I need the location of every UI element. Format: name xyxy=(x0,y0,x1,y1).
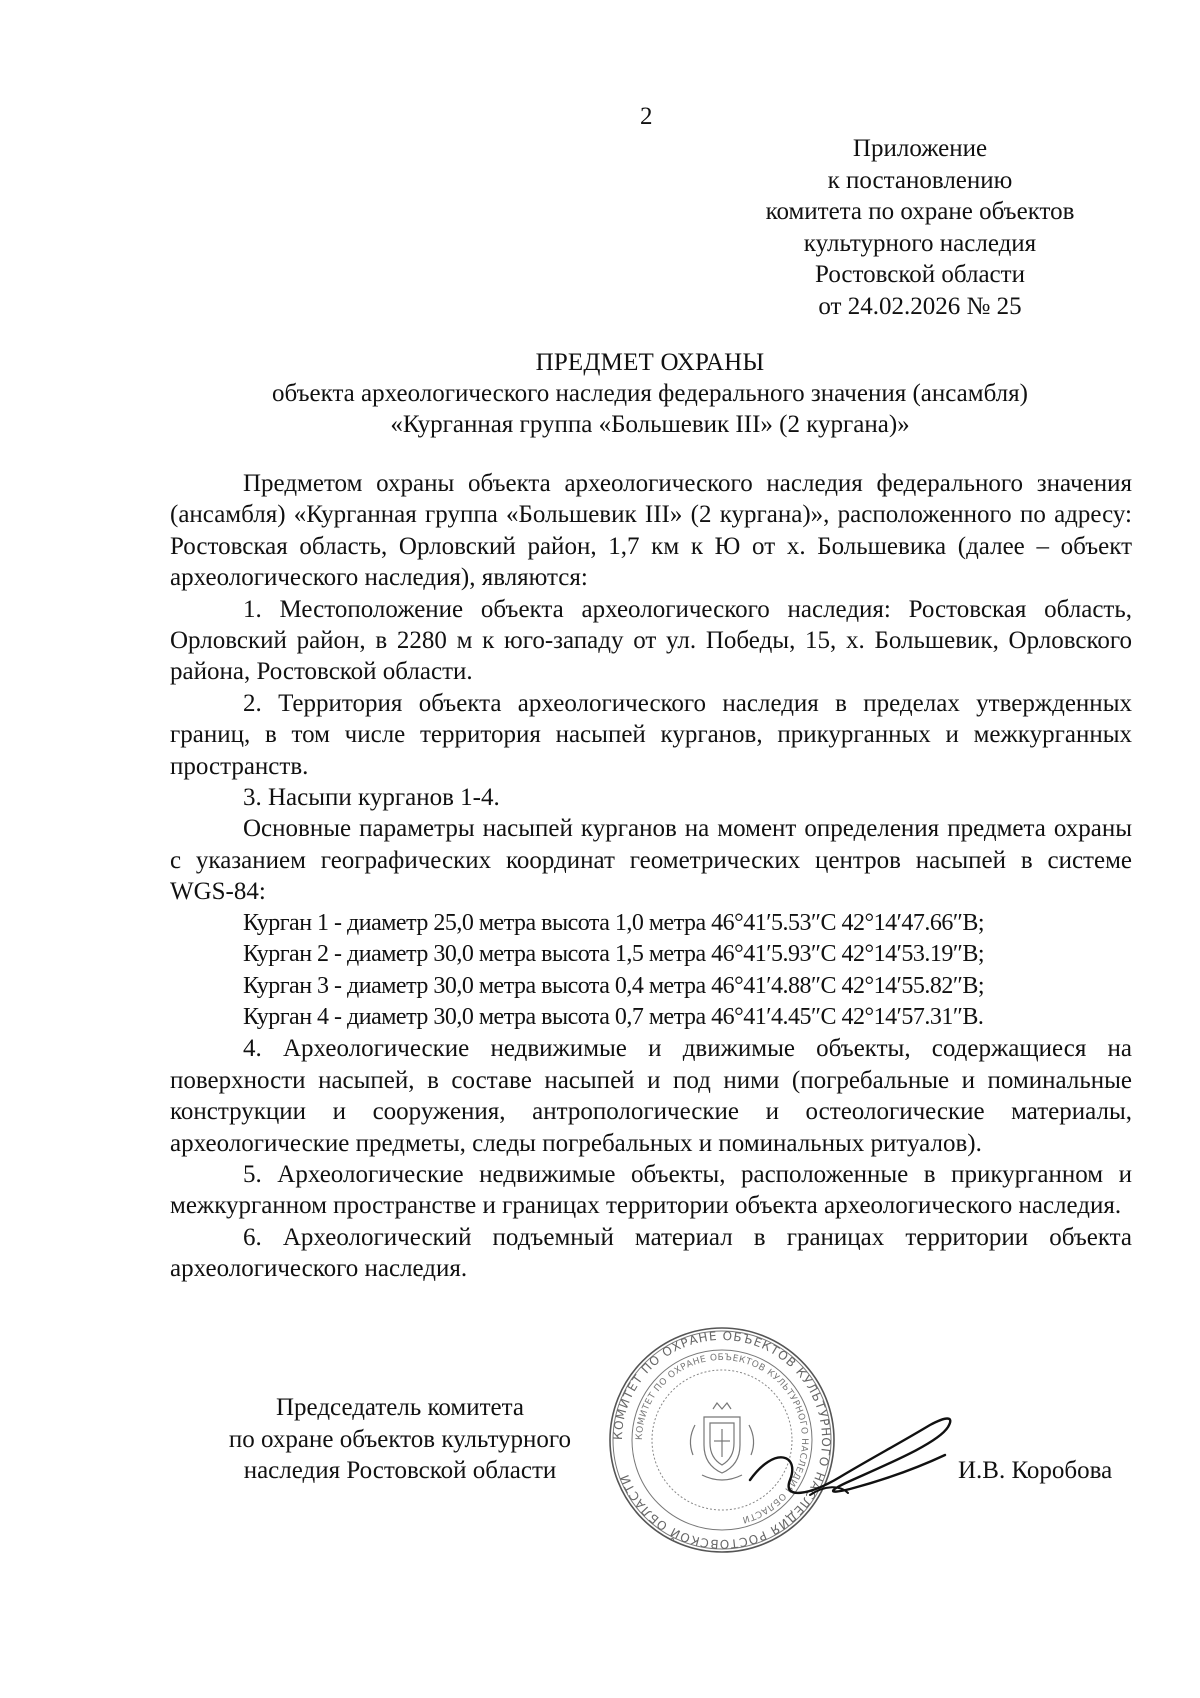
document-title xyxy=(170,347,1130,440)
subtitle-line: «Курганная группа «Большевик III» (2 кургана)» xyxy=(390,411,910,438)
item-paragraph: 6. Археологический подъемный материал в границах территории объекта археологического наследия. xyxy=(170,1223,1132,1283)
params-paragraph: Основные параметры насыпей курганов на момент определения предмета охраны с указанием географических координат геометрических центров насыпей в системе WGS-84: xyxy=(170,815,1132,906)
appendix-line: к постановлению xyxy=(827,166,1013,194)
handwritten-signature-icon xyxy=(730,1385,970,1535)
item-paragraph: 5. Археологические недвижимые объекты, расположенные в прикурганном и межкурганном пространстве и границах территории объекта археологического наследия. xyxy=(170,1160,1132,1220)
item-paragraph: 2. Территория объекта археологического наследия в пределах утвержденных границ, в том числе территория насыпей курганов, прикурганных и межкурганных пространств. xyxy=(170,689,1132,780)
title-line: ПРЕДМЕТ ОХРАНЫ xyxy=(535,349,765,376)
position-line: Председатель комитета xyxy=(276,1394,524,1421)
intro-paragraph: Предметом охраны объекта археологического наследия федерального значения (ансамбля) «Курганная группа «Большевик III» (2 кургана)», расположенного по адресу: Ростовская область, Орловский район, 1,7 км к Ю от х. Большевика (далее – объект археологического наследия), являются: xyxy=(170,470,1132,592)
position-line: по охране объектов культурного xyxy=(228,1425,572,1453)
item-paragraph: 1. Местоположение объекта археологического наследия: Ростовская область, Орловский район, в 2280 м к юго-западу от ул. Победы, 15, х. Большевик, Орловского района, Ростовской области. xyxy=(170,595,1132,686)
appendix-line: от 24.02.2026 № 25 xyxy=(818,292,1022,320)
page-number: 2 xyxy=(640,103,653,130)
signer-name: И.В. Коробова xyxy=(958,1457,1113,1484)
seal-inner-text: КОМИТЕТ ПО ОХРАНЕ ОБЪЕКТОВ КУЛЬТУРНОГО НАСЛЕДИЯ ОБЛАСТИ xyxy=(634,1352,810,1525)
position-line: наследия Ростовской области xyxy=(243,1457,557,1484)
item-paragraph: 3. Насыпи курганов 1-4. xyxy=(243,784,500,812)
appendix-header xyxy=(740,133,1100,322)
mound-row: Курган 2 - диаметр 30,0 метра высота 1,5 метра 46°41′5.93″С 42°14′53.19″В; xyxy=(243,941,985,968)
mound-row: Курган 3 - диаметр 30,0 метра высота 0,4 метра 46°41′4.88″С 42°14′55.82″В; xyxy=(243,972,985,999)
appendix-line: культурного наследия xyxy=(803,229,1037,257)
mound-row: Курган 4 - диаметр 30,0 метра высота 0,7 метра 46°41′4.45″С 42°14′57.31″В. xyxy=(243,1003,984,1030)
appendix-line: Приложение xyxy=(852,135,988,162)
seal-outer-text: КОМИТЕТ ПО ОХРАНЕ ОБЪЕКТОВ КУЛЬТУРНОГО НАСЛЕДИЯ РОСТОВСКОЙ ОБЛАСТИ xyxy=(610,1328,834,1552)
mound-row: Курган 1 - диаметр 25,0 метра высота 1,0 метра 46°41′5.53″С 42°14′47.66″В; xyxy=(243,909,985,936)
subtitle-line: объекта археологического наследия федерального значения (ансамбля) xyxy=(272,380,1028,407)
document-body xyxy=(170,468,1132,1285)
item-paragraph: 4. Археологические недвижимые и движимые объекты, содержащиеся на поверхности насыпей, в составе насыпей и под ними (погребальные и поминальные конструкции и сооружения, антропологические и остеологические материалы, археологические предметы, следы погребальных и поминальных ритуалов). xyxy=(170,1035,1132,1157)
signatory-position xyxy=(180,1392,620,1487)
appendix-line: комитета по охране объектов xyxy=(765,198,1075,225)
appendix-line: Ростовской области xyxy=(815,261,1025,288)
